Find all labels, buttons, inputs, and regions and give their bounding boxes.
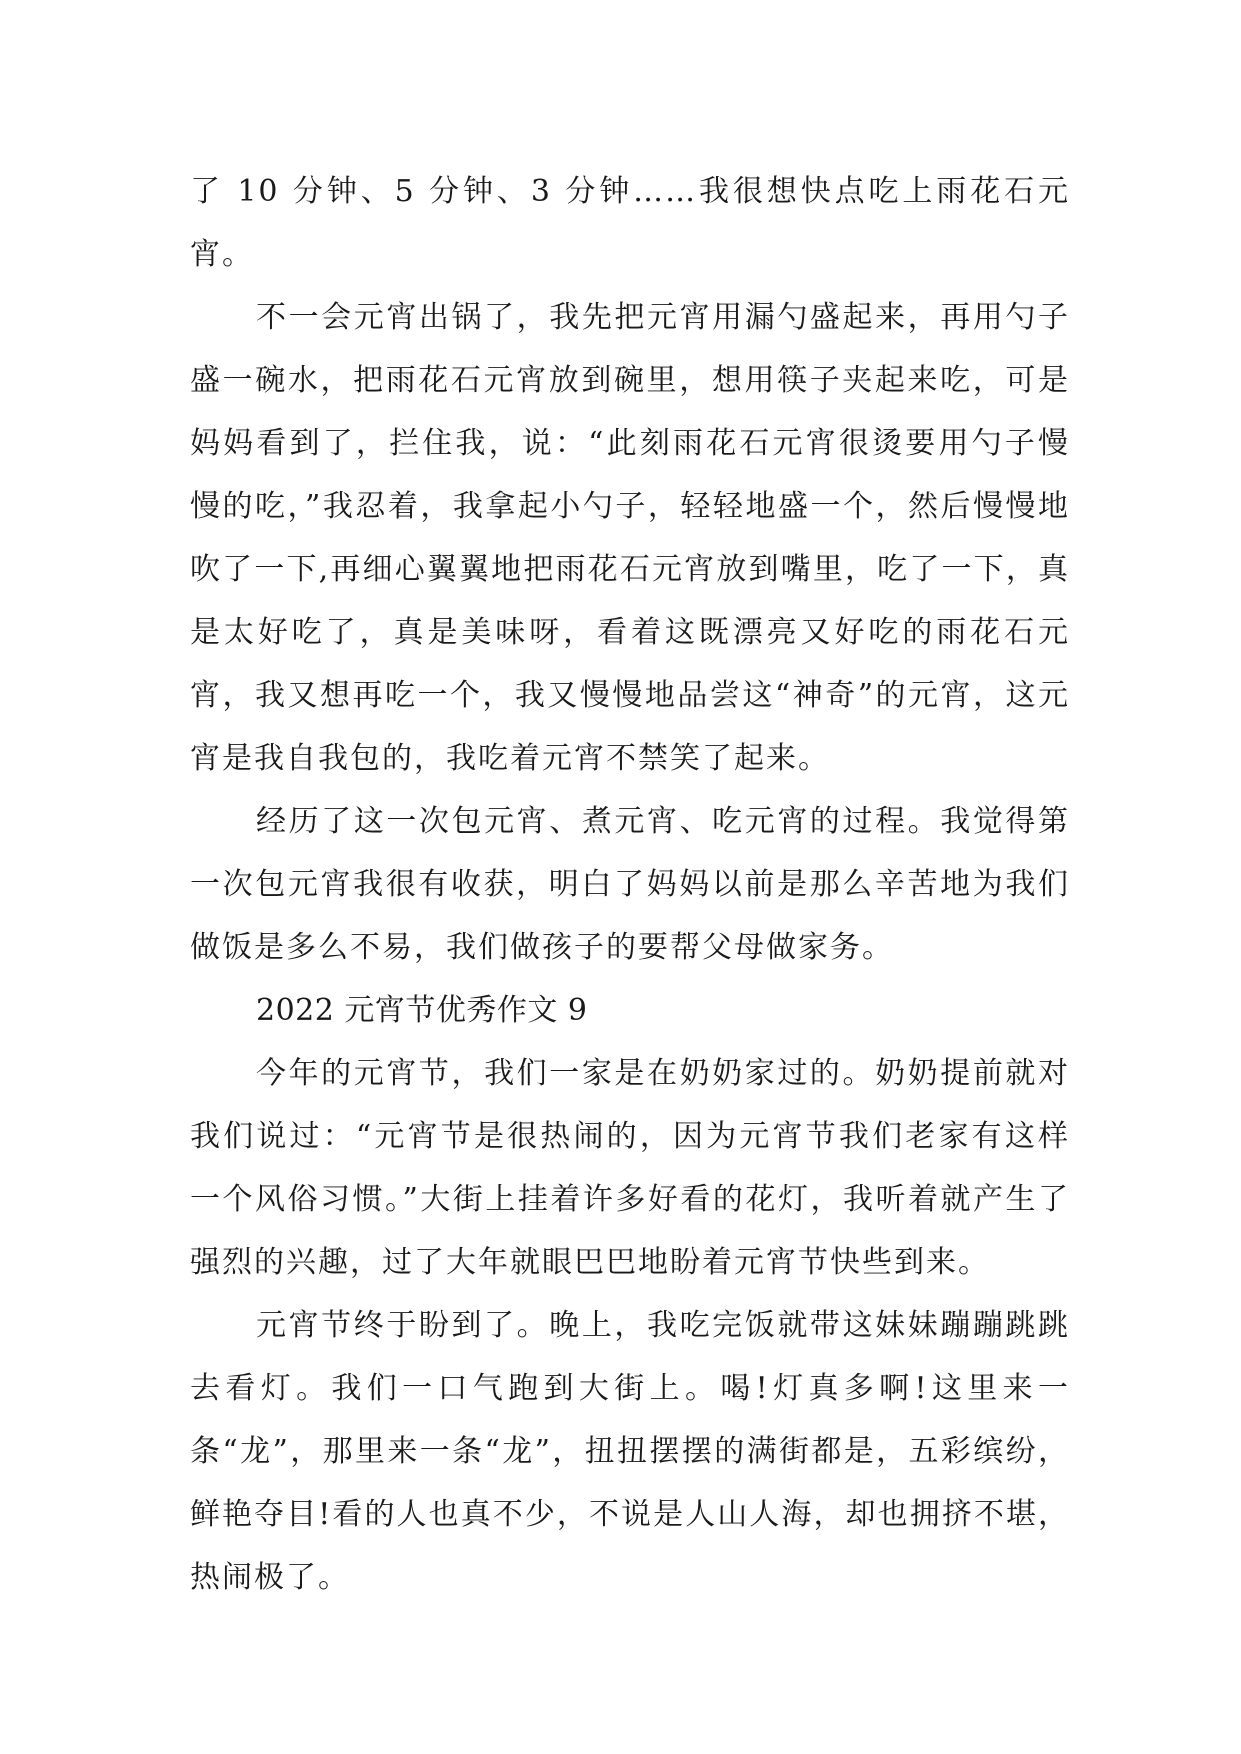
paragraph-eating-yuanxiao: 不一会元宵出锅了，我先把元宵用漏勺盛起来，再用勺子盛一碗水，把雨花石元宵放到碗里，想用筷子夹起来吃，可是妈妈看到了，拦住我，说：“此刻雨花石元宵很烫要用勺子慢慢的吃，”我忍着，我拿起小勺子，轻轻地盛一个，然后慢慢地吹了一下,再细心翼翼地把雨花石元宵放到嘴里，吃了一下，真是太好吃了，真是美味呀，看着这既漂亮又好吃的雨花石元宵，我又想再吃一个，我又慢慢地品尝这“神奇”的元宵，这元宵是我自我包的，我吃着元宵不禁笑了起来。	[190, 300, 1070, 776]
essay-body	[190, 160, 1070, 1609]
paragraph-lantern-viewing: 元宵节终于盼到了。晚上，我吃完饭就带这妹妹蹦蹦跳跳去看灯。我们一口气跑到大街上。喝!灯真多啊!这里来一条“龙”，那里来一条“龙”，扭扭摆摆的满街都是，五彩缤纷，鲜艳夺目!看的人也真不少，不说是人山人海，却也拥挤不堪，热闹极了。	[190, 1308, 1070, 1595]
paragraph-continuation: 了 10 分钟、5 分钟、3 分钟……我很想快点吃上雨花石元宵。	[190, 174, 1070, 272]
paragraph-grandma-house: 今年的元宵节，我们一家是在奶奶家过的。奶奶提前就对我们说过：“元宵节是很热闹的，因为元宵节我们老家有这样一个风俗习惯。”大街上挂着许多好看的花灯，我听着就产生了强烈的兴趣，过了大年就眼巴巴地盼着元宵节快些到来。	[190, 1056, 1070, 1280]
section-heading: 2022 元宵节优秀作文 9	[256, 993, 588, 1028]
paragraph-reflection: 经历了这一次包元宵、煮元宵、吃元宵的过程。我觉得第一次包元宵我很有收获，明白了妈妈以前是那么辛苦地为我们做饭是多么不易，我们做孩子的要帮父母做家务。	[190, 804, 1070, 965]
